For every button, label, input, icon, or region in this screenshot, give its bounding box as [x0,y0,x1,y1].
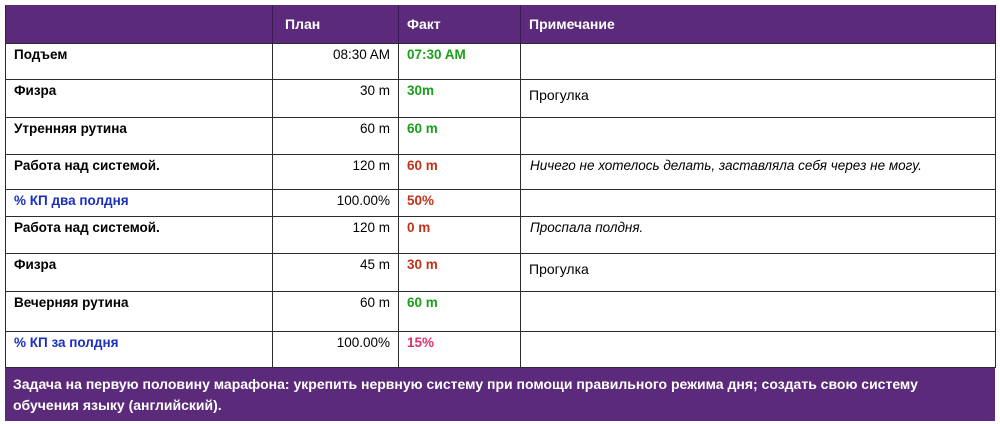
row-note[interactable]: Ничего не хотелось делать, заставляла себя через не могу. [521,155,996,190]
schedule-table [5,5,996,368]
row-name[interactable]: Физра [6,254,273,292]
row-fact[interactable]: 07:30 AM [399,44,521,80]
goal-footer: Задача на первую половину марафона: укрепить нервную систему при помощи правильного режима дня; создать свою систему обучения языку (английский). [5,369,995,421]
header-note: Примечание [521,5,996,44]
table-row [6,217,996,254]
table-row [6,190,996,217]
row-plan[interactable]: 120 m [273,155,399,190]
row-name[interactable]: % КП два полдня [6,190,273,217]
row-note[interactable] [521,332,996,368]
row-name[interactable]: Вечерняя рутина [6,292,273,332]
row-plan[interactable]: 100.00% [273,190,399,217]
row-plan[interactable]: 30 m [273,80,399,118]
row-note[interactable]: Проспала полдня. [521,217,996,254]
row-plan[interactable]: 60 m [273,292,399,332]
schedule-sheet [5,5,995,421]
header-name [6,5,273,44]
row-plan[interactable]: 100.00% [273,332,399,368]
header-plan: План [273,5,399,44]
header-fact: Факт [399,5,521,44]
row-note[interactable]: Прогулка [521,254,996,292]
row-name[interactable]: Работа над системой. [6,155,273,190]
row-fact[interactable]: 30m [399,80,521,118]
row-fact[interactable]: 60 m [399,155,521,190]
table-row [6,80,996,118]
table-row [6,254,996,292]
row-name[interactable]: Физра [6,80,273,118]
row-name[interactable]: % КП за полдня [6,332,273,368]
row-fact[interactable]: 15% [399,332,521,368]
table-row [6,155,996,190]
row-plan[interactable]: 08:30 AM [273,44,399,80]
row-note[interactable] [521,190,996,217]
row-name[interactable]: Утренняя рутина [6,118,273,155]
table-row [6,332,996,368]
row-plan[interactable]: 60 m [273,118,399,155]
row-plan[interactable]: 120 m [273,217,399,254]
row-note[interactable] [521,118,996,155]
row-fact[interactable]: 60 m [399,118,521,155]
table-row [6,44,996,80]
row-fact[interactable]: 0 m [399,217,521,254]
row-plan[interactable]: 45 m [273,254,399,292]
row-name[interactable]: Подъем [6,44,273,80]
table-row [6,118,996,155]
table-header-row [6,5,996,44]
row-fact[interactable]: 30 m [399,254,521,292]
row-note[interactable] [521,292,996,332]
row-note[interactable] [521,44,996,80]
row-fact[interactable]: 50% [399,190,521,217]
row-name[interactable]: Работа над системой. [6,217,273,254]
row-fact[interactable]: 60 m [399,292,521,332]
row-note[interactable]: Прогулка [521,80,996,118]
table-row [6,292,996,332]
